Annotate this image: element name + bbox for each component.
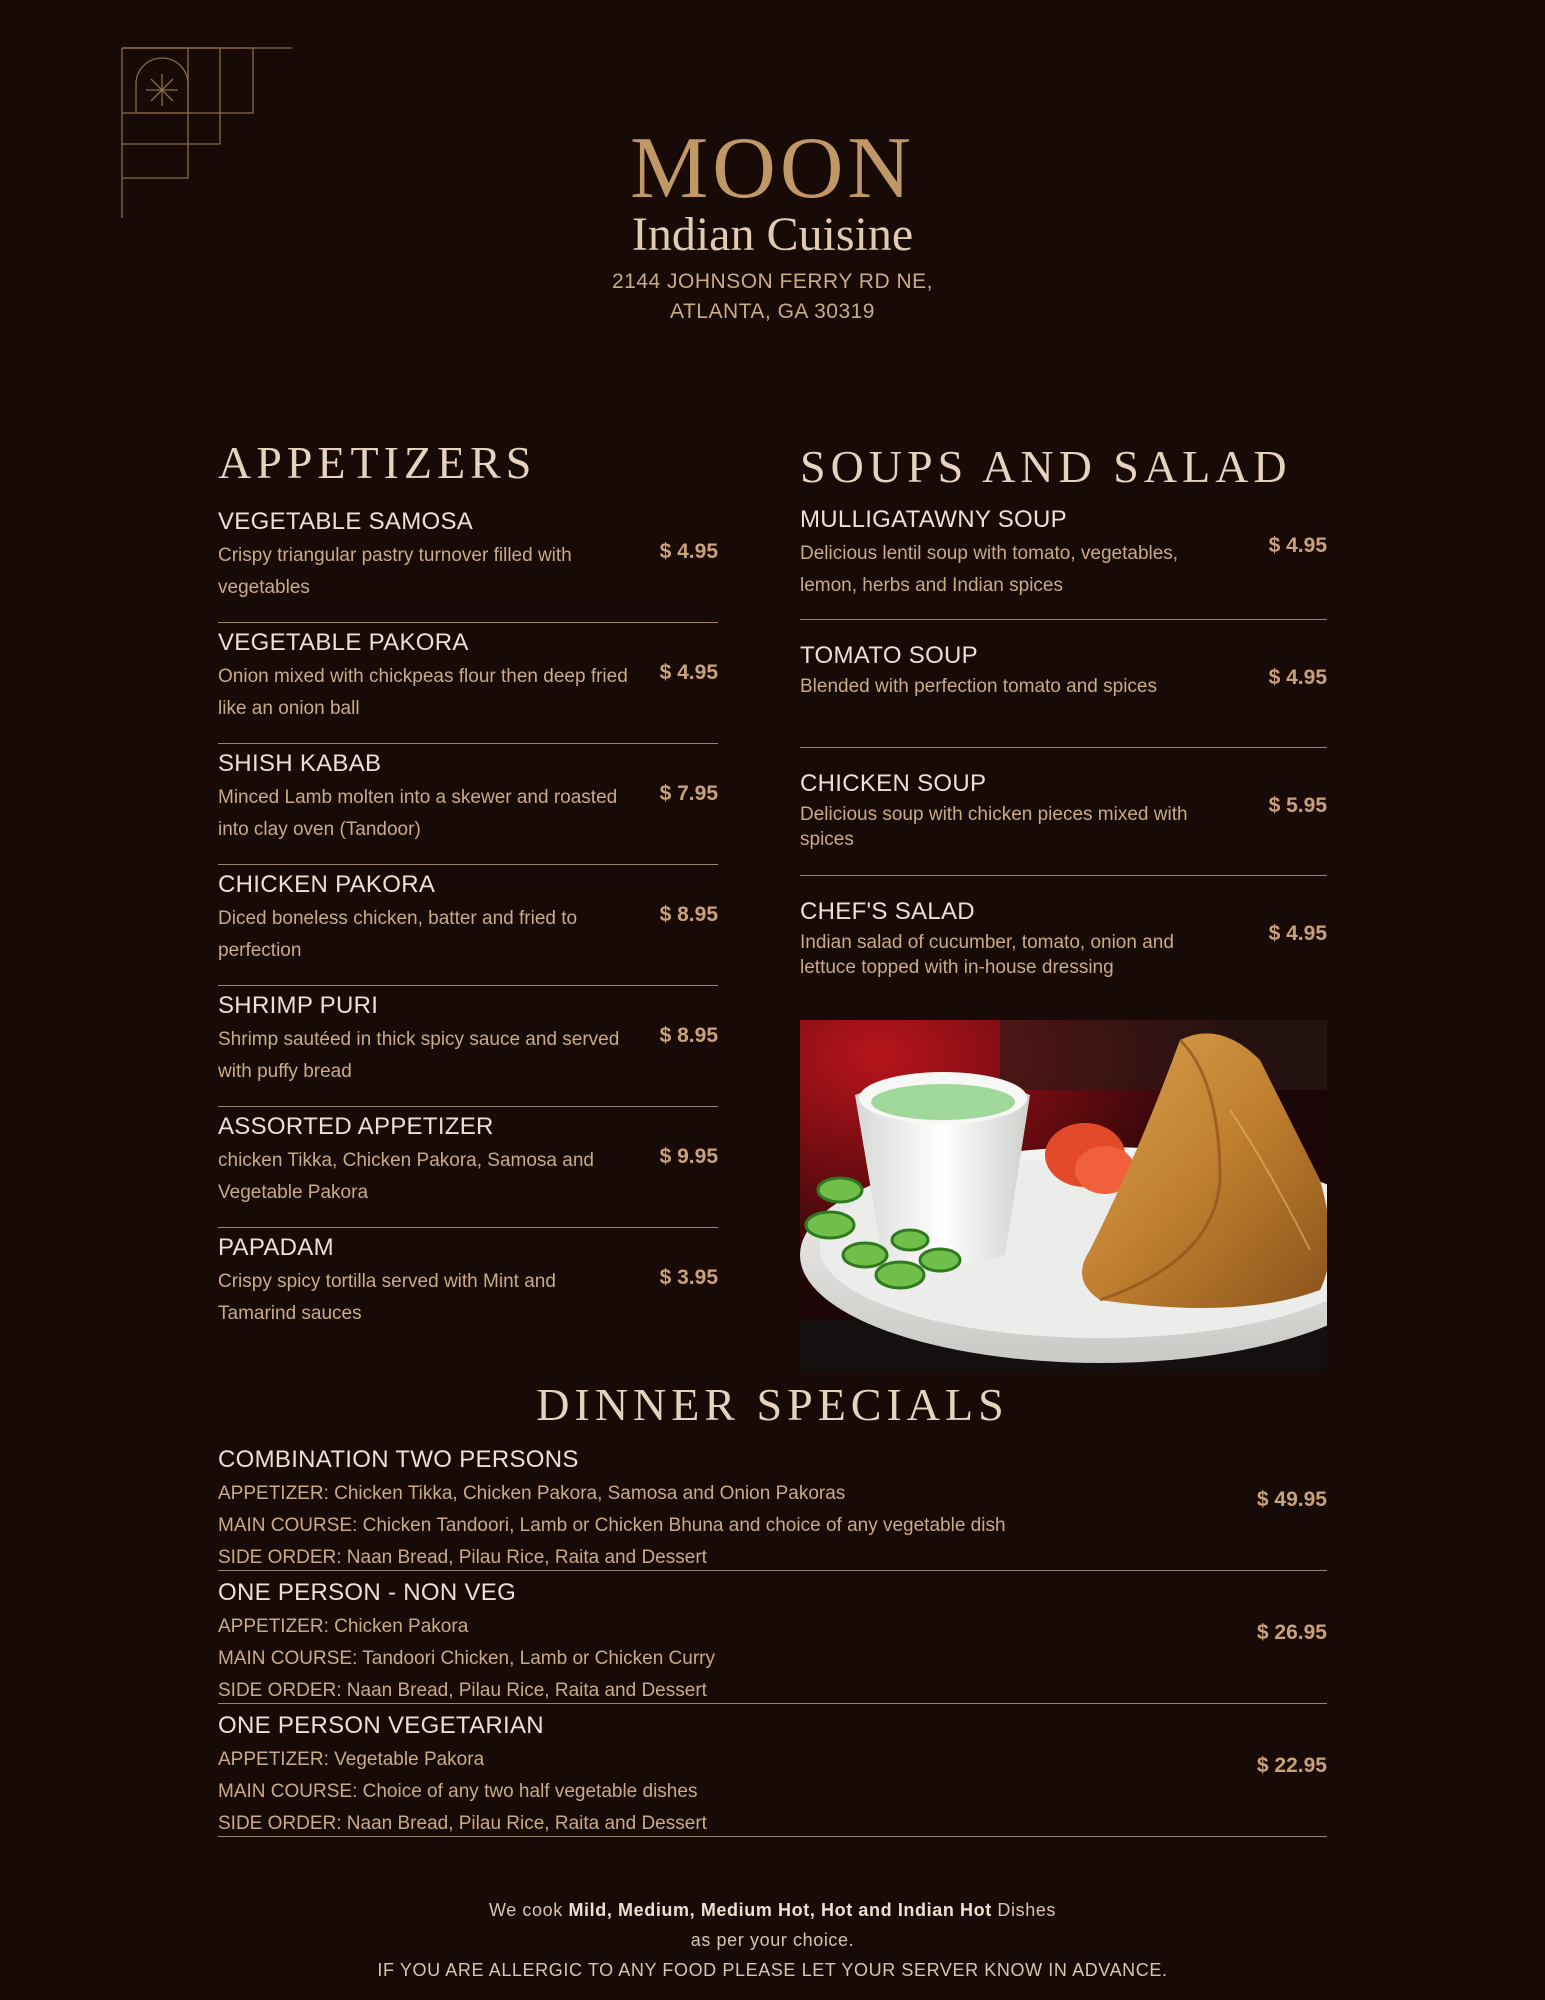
menu-item [218,865,718,986]
menu-item [218,986,718,1107]
item-description: Delicious lentil soup with tomato, vegetables, lemon, herbs and Indian spices [800,543,1179,596]
item-description: Blended with perfection tomato and spices [800,676,1157,697]
item-price: $ 4.95 [1268,534,1327,557]
item-price: $ 49.95 [1256,1488,1327,1511]
item-main-course: MAIN COURSE: Chicken Tandoori, Lamb or Chicken Bhuna and choice of any vegetable dish [218,1515,1006,1536]
menu-item [800,504,1327,620]
item-appetizer: APPETIZER: Vegetable Pakora [218,1749,485,1770]
item-price: $ 22.95 [1256,1754,1327,1777]
menu-header [0,120,1545,327]
item-description: Crispy triangular pastry turnover filled with vegetables [218,545,572,598]
restaurant-subtitle: Indian Cuisine [631,208,914,261]
item-description: Indian salad of cucumber, tomato, onion and lettuce topped with in-house dressing [800,932,1174,978]
menu-item [800,620,1327,748]
item-name: VEGETABLE PAKORA [218,629,469,656]
item-price: $ 4.95 [659,540,718,563]
item-price: $ 9.95 [659,1145,718,1168]
special-item [218,1571,1327,1704]
restaurant-brand: MOON [630,120,915,217]
item-description: chicken Tikka, Chicken Pakora, Samosa and Vegetable Pakora [218,1150,594,1203]
section-title: SOUPS AND SALAD [800,441,1292,492]
spice-note-suffix: Dishes [991,1900,1057,1920]
item-price: $ 3.95 [659,1266,718,1289]
item-name: SHRIMP PURI [218,992,379,1019]
item-price: $ 4.95 [659,661,718,684]
item-description: Minced Lamb molten into a skewer and roasted into clay oven (Tandoor) [218,787,618,840]
item-description: Shrimp sautéed in thick spicy sauce and served with puffy bread [218,1029,620,1082]
choice-note: as per your choice. [690,1930,855,1950]
item-name: CHEF'S SALAD [800,898,975,925]
address-line-2: ATLANTA, GA 30319 [670,300,875,323]
item-main-course: MAIN COURSE: Choice of any two half vegetable dishes [218,1781,698,1802]
item-name: CHICKEN PAKORA [218,871,436,898]
item-description: Crispy spicy tortilla served with Mint and Tamarind sauces [218,1271,556,1324]
special-item [218,1704,1327,1837]
menu-item [218,623,718,744]
item-side-order: SIDE ORDER: Naan Bread, Pilau Rice, Raita and Dessert [218,1680,707,1701]
spice-levels: Mild, Medium, Medium Hot, Hot and Indian Hot [568,1900,992,1920]
dinner-specials-section [218,1380,1327,1837]
address-line-1: 2144 JOHNSON FERRY RD NE, [612,270,933,293]
menu-item [218,744,718,865]
item-side-order: SIDE ORDER: Naan Bread, Pilau Rice, Raita and Dessert [218,1813,707,1834]
item-name: MULLIGATAWNY SOUP [800,506,1067,533]
spice-level-note [0,1895,1545,1925]
food-photo [800,1020,1327,1370]
item-appetizer: APPETIZER: Chicken Tikka, Chicken Pakora, Samosa and Onion Pakoras [218,1483,846,1504]
item-description: Diced boneless chicken, batter and fried to perfection [218,908,578,961]
item-description: Delicious soup with chicken pieces mixed with spices [800,804,1188,850]
item-side-order: SIDE ORDER: Naan Bread, Pilau Rice, Raita and Dessert [218,1547,707,1568]
appetizers-section [218,438,718,1349]
samosa-photo-icon [800,1020,1327,1370]
item-price: $ 8.95 [659,1024,718,1047]
item-name: PAPADAM [218,1234,334,1261]
item-name: COMBINATION TWO PERSONS [218,1446,579,1473]
item-price: $ 7.95 [659,782,718,805]
item-name: ASSORTED APPETIZER [218,1113,494,1140]
menu-item [800,876,1327,1004]
item-name: ONE PERSON VEGETARIAN [218,1712,544,1739]
item-price: $ 8.95 [659,903,718,926]
special-item [218,1438,1327,1571]
section-title: APPETIZERS [218,437,537,488]
spice-note-prefix: We cook [488,1900,569,1920]
item-price: $ 4.95 [1268,666,1327,689]
item-name: CHICKEN SOUP [800,770,987,797]
menu-item [800,748,1327,876]
item-main-course: MAIN COURSE: Tandoori Chicken, Lamb or Chicken Curry [218,1648,715,1669]
item-name: TOMATO SOUP [800,642,978,669]
item-price: $ 4.95 [1268,922,1327,945]
menu-footer [0,1895,1545,1985]
soups-section [800,442,1327,1004]
menu-item [218,502,718,623]
item-name: SHISH KABAB [218,750,382,777]
item-appetizer: APPETIZER: Chicken Pakora [218,1616,469,1637]
item-price: $ 26.95 [1256,1621,1327,1644]
item-description: Onion mixed with chickpeas flour then deep fried like an onion ball [218,666,628,719]
item-name: VEGETABLE SAMOSA [218,508,474,535]
item-price: $ 5.95 [1268,794,1327,817]
menu-item [218,1107,718,1228]
section-title: DINNER SPECIALS [536,1379,1009,1430]
menu-item [218,1228,718,1349]
item-name: ONE PERSON - NON VEG [218,1579,517,1606]
allergy-note: IF YOU ARE ALLERGIC TO ANY FOOD PLEASE LET YOUR SERVER KNOW IN ADVANCE. [377,1960,1168,1980]
